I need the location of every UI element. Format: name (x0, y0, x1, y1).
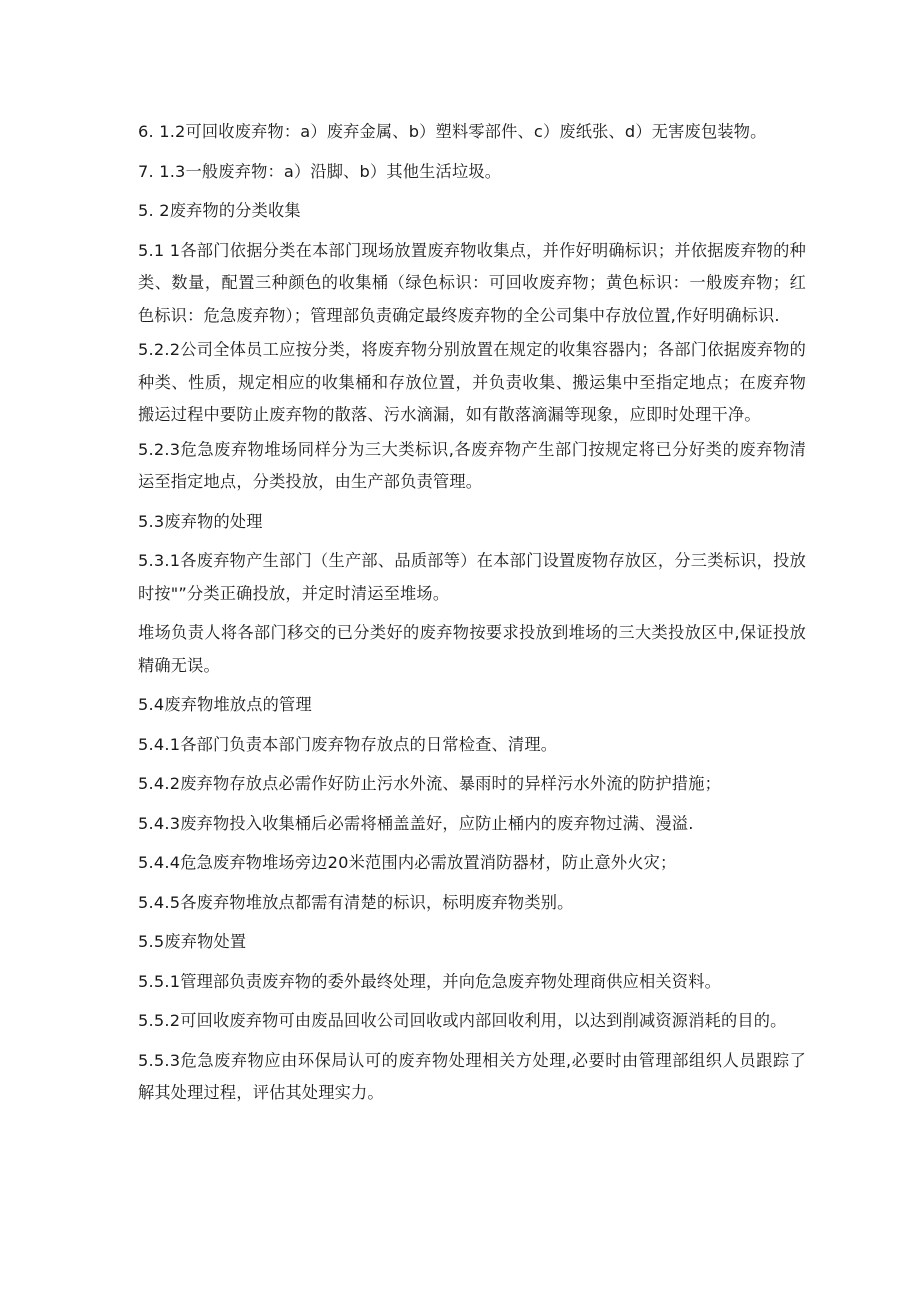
paragraph-5-4-3: 5.4.3废弃物投入收集桶后必需将桶盖盖好，应防止桶内的废弃物过满、漫溢. (138, 813, 694, 833)
heading-5-5: 5.5废弃物处置 (138, 932, 247, 951)
paragraph-5-2-2: 5.2.2公司全体员工应按分类，将废弃物分别放置在规定的收集容器内；各部门依据废弃物的种类、性质，规定相应的收集桶和存放位置，并负责收集、搬运集中至指定地点；在废弃物搬运过程中要防止废弃物的散落、污水滴漏，如有散落滴漏等现象，应即时处理干净。 (138, 340, 806, 424)
paragraph-5-5-2: 5.5.2可回收废弃物可由废品回收公司回收或内部回收利用，以达到削减资源消耗的目的。 (138, 1011, 787, 1030)
document-body (138, 116, 806, 1117)
paragraph-5-1-1: 5.1 1各部门依据分类在本部门现场放置废弃物收集点，并作好明确标识；并依据废弃物的种类、数量，配置三种颜色的收集桶（绿色标识：可回收废弃物；黄色标识：一般废弃物；红色标识：危急废弃物）；管理部负责确定最终废弃物的全公司集中存放位置,作好明确标识. (138, 240, 806, 325)
heading-5-3: 5.3废弃物的处理 (138, 511, 263, 531)
paragraph-5-2-3: 5.2.3危急废弃物堆场同样分为三大类标识,各废弃物产生部门按规定将已分好类的废弃物清运至指定地点，分类投放，由生产部负责管理。 (138, 439, 806, 491)
paragraph-5-4-1: 5.4.1各部门负责本部门废弃物存放点的日常检查、清理。 (138, 734, 558, 754)
paragraph-7-1-3: 7. 1.3一般废弃物：a）沿脚、b）其他生活垃圾。 (138, 161, 502, 181)
paragraph-5-5-3: 5.5.3危急废弃物应由环保局认可的废弃物处理相关方处理,必要时由管理部组织人员跟踪了解其处理过程，评估其处理实力。 (138, 1050, 806, 1102)
paragraph-6-1-2: 6. 1.2可回收废弃物：a）废弃金属、b）塑料零部件、c）废纸张、d）无害废包装物。 (138, 122, 767, 141)
paragraph-stockyard: 堆场负责人将各部门移交的已分类好的废弃物按要求投放到堆场的三大类投放区中,保证投放精确无误。 (138, 623, 806, 675)
paragraph-5-5-1: 5.5.1管理部负责废弃物的委外最终处理，并向危急废弃物处理商供应相关资料。 (138, 971, 721, 991)
paragraph-5-4-5: 5.4.5各废弃物堆放点都需有清楚的标识，标明废弃物类别。 (138, 892, 574, 912)
paragraph-5-3-1: 5.3.1各废弃物产生部门（生产部、品质部等）在本部门设置废物存放区，分三类标识，投放时按"”分类正确投放，并定时清运至堆场。 (138, 551, 806, 603)
heading-5-4: 5.4废弃物堆放点的管理 (138, 695, 312, 714)
heading-5-2: 5. 2废弃物的分类收集 (138, 201, 301, 220)
paragraph-5-4-2: 5.4.2废弃物存放点必需作好防止污水外流、暴雨时的异样污水外流的防护措施； (138, 774, 721, 793)
paragraph-5-4-4: 5.4.4危急废弃物堆场旁边20米范围内必需放置消防器材，防止意外火灾； (138, 853, 677, 872)
